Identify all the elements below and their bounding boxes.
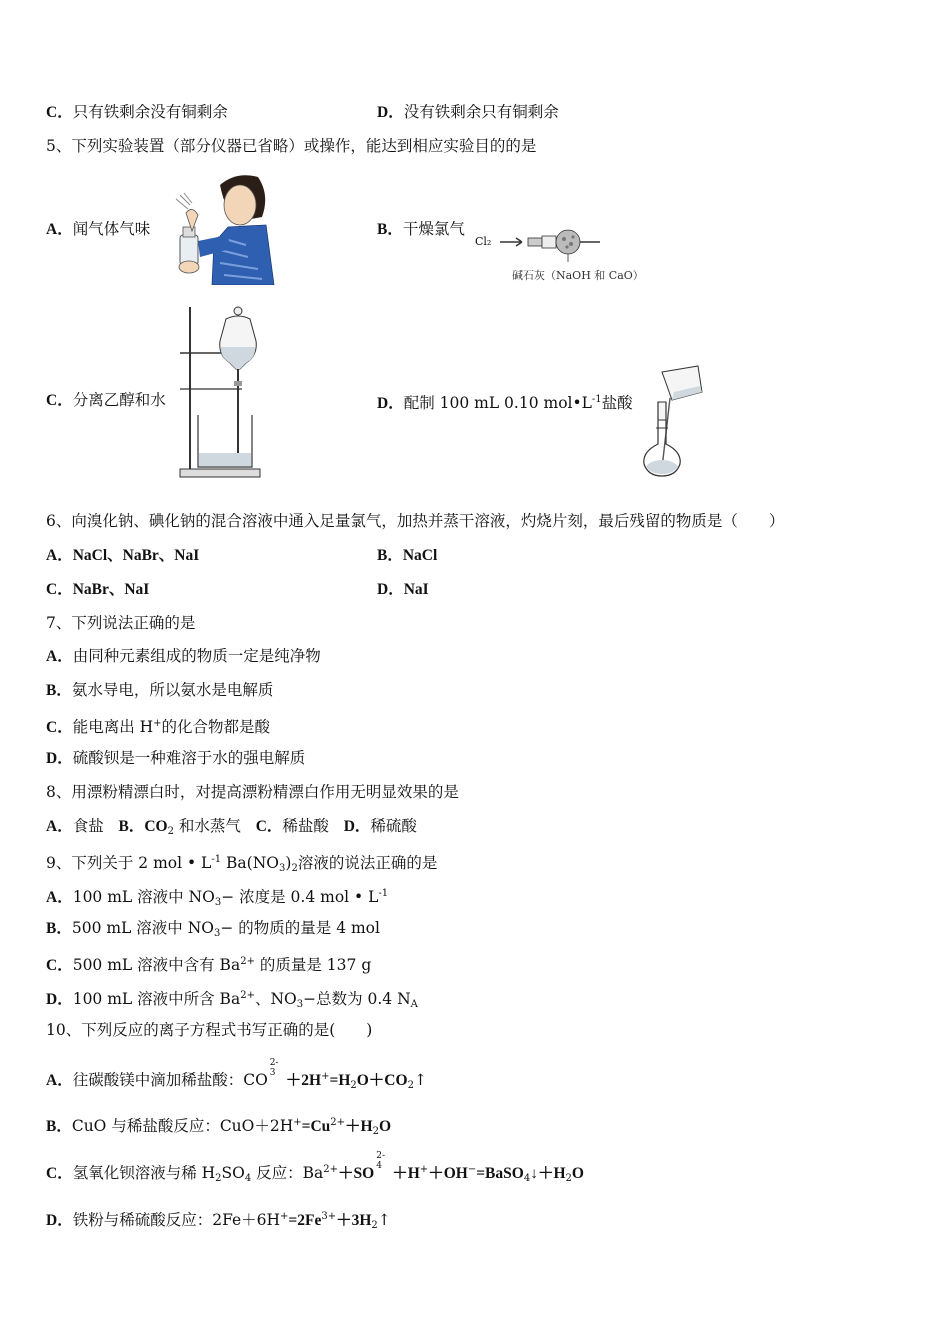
q9-option-b: B．500 mL 溶液中 $NO_3-$ 的物质的量是 4 mol bbox=[46, 919, 380, 939]
q9-option-d: D．100 mL 溶液中所含 $Ba^{2+}$、$NO_3-$总数为 0.4 $N_A$ bbox=[46, 990, 418, 1010]
volumetric-flask-figure bbox=[632, 362, 712, 480]
q4-option-c: C．只有铁剩余没有铜剩余 bbox=[46, 103, 228, 121]
smelling-gas-figure bbox=[158, 165, 278, 285]
q10-option-a: A．往碳酸镁中滴加稀盐酸：CO 2- 3 $+2H^+=H_2O+CO_2↑$ bbox=[46, 1058, 427, 1091]
q6-option-d: D．NaI bbox=[377, 581, 429, 598]
q9-option-c: C．500 mL 溶液中含有 $Ba^{2+}$ 的质量是 137 g bbox=[46, 956, 372, 974]
q10-stem: 10、下列反应的离子方程式书写正确的是( ) bbox=[46, 1021, 373, 1039]
q5-option-b: B．干燥氯气 bbox=[377, 220, 465, 238]
soda-lime-caption: 碱石灰（NaOH 和 CaO） bbox=[512, 269, 644, 282]
q7-option-b: B．氨水导电，所以氨水是电解质 bbox=[46, 681, 274, 699]
q7-option-c: C．能电离出 H+的化合物都是酸 bbox=[46, 718, 271, 736]
cl2-label: Cl₂ bbox=[475, 235, 492, 248]
q10-option-c: C．氢氧化钡溶液与稀 $H_2SO_4$ 反应：$Ba^{2+}+SO$ 2- 4 $+H^++OH^-=BaSO_4↓+H_2O$ bbox=[46, 1151, 584, 1184]
q5-option-d: D．配制 100 mL 0.10 $mol•L^{-1}$盐酸 bbox=[377, 394, 633, 412]
q6-option-a: A．NaCl、NaBr、NaI bbox=[46, 547, 200, 564]
q8-options: A．食盐 B．$CO_2$ 和水蒸气 C．稀盐酸 D．稀硫酸 bbox=[46, 817, 417, 837]
q9-option-a: A．100 mL 溶液中 $NO_3-$ 浓度是 0.4 mol • $L^{-1}$ bbox=[46, 888, 389, 908]
q6-option-b: B．NaCl bbox=[377, 547, 438, 564]
q5-stem: 5、下列实验装置（部分仪器已省略）或操作，能达到相应实验目的的是 bbox=[46, 137, 537, 155]
q5-option-a: A．闻气体气味 bbox=[46, 220, 151, 238]
q5-option-c: C．分离乙醇和水 bbox=[46, 391, 166, 409]
q7-stem: 7、下列说法正确的是 bbox=[46, 614, 196, 632]
q7-option-a: A．由同种元素组成的物质一定是纯净物 bbox=[46, 647, 321, 665]
q8-stem: 8、用漂粉精漂白时，对提高漂粉精漂白作用无明显效果的是 bbox=[46, 783, 459, 801]
q10-option-b: B．CuO 与稀盐酸反应：$CuO+2H^+=Cu^{2+}+H_2O$ bbox=[46, 1117, 392, 1137]
q9-stem: 9、下列关于 2 mol • $L^{-1}$ $Ba(NO_3)_2$溶液的说法正确的是 bbox=[46, 854, 438, 874]
q6-stem: 6、向溴化钠、碘化钠的混合溶液中通入足量氯气，加热并蒸干溶液，灼烧片刻，最后残留的物质是（ ） bbox=[46, 512, 785, 530]
separatory-funnel-figure bbox=[176, 303, 266, 479]
q6-option-c: C．NaBr、NaI bbox=[46, 581, 150, 598]
q7-option-d: D．硫酸钡是一种难溶于水的强电解质 bbox=[46, 749, 306, 767]
q10-option-d: D．铁粉与稀硫酸反应：$2Fe+6H^+=2Fe^{3+}+3H_2↑$ bbox=[46, 1211, 391, 1231]
q4-option-d: D．没有铁剩余只有铜剩余 bbox=[377, 103, 559, 121]
